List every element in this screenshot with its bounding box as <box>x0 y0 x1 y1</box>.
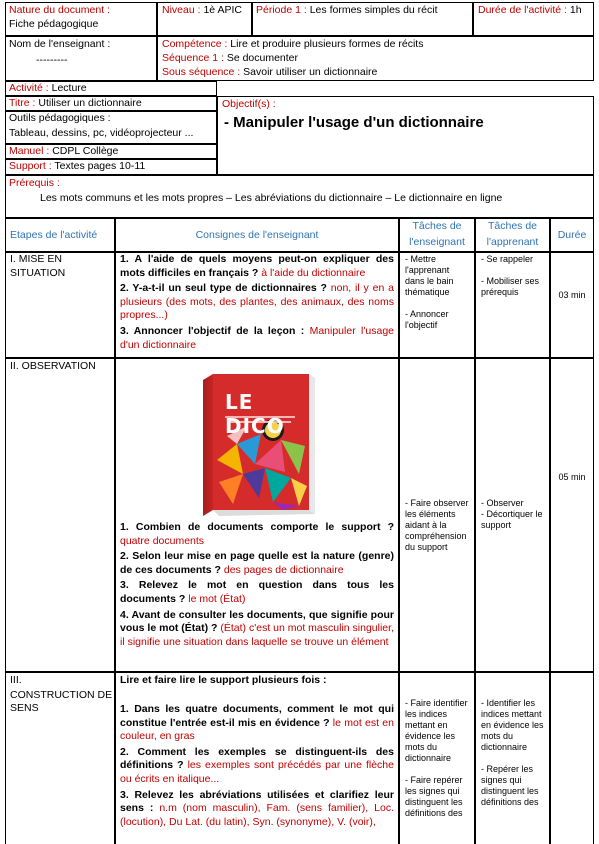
r1-duree-cell <box>550 252 594 358</box>
dictionary-book-image <box>203 374 315 516</box>
r3-consignes <box>120 703 394 831</box>
objectif-label: Objectif(s) : <box>222 98 276 110</box>
periode-line <box>256 4 438 17</box>
r1-taches-ens: - Mettre l'apprenant dans le bain thématique - Annoncer l'objectif <box>405 254 454 330</box>
manuel-value: CDPL Collège <box>52 145 119 157</box>
consigne-question: 2. Selon leur mise en page quelle est la nature (genre) de ces documents ? <box>120 550 394 576</box>
nature-label: Nature du document : <box>9 4 110 16</box>
sequence-line <box>162 52 298 65</box>
th-consignes: Consignes de l'enseignant <box>195 229 319 241</box>
consigne-answer: à l'aide du dictionnaire <box>258 266 366 279</box>
consigne-answer: non, il y en a plusieurs (des mots, des plantes, des animaux, des noms propres...) <box>120 282 394 322</box>
r3-intro: Lire et faire lire le support plusieurs fois : <box>120 674 327 686</box>
r3-taches-ens: - Faire identifier les indices mettant en évidence les mots du dictionnaire - Faire repérer les signes qui distinguent les définitions des <box>405 698 468 818</box>
r1-etape-1: I. MISE EN <box>10 253 62 265</box>
manuel-label: Manuel : <box>9 145 50 157</box>
niveau-label: Niveau : <box>162 4 201 16</box>
enseignant-value: --------- <box>36 54 68 66</box>
th-taches-ens-1: Tâches de <box>412 220 462 232</box>
objectif-value: - Manipuler l'usage d'un dictionnaire <box>224 114 484 131</box>
consigne-answer: le mot (État) <box>185 592 246 605</box>
r1-consignes <box>120 253 394 354</box>
consigne-question: 1. Dans les quatre documents, comment le mot qui constitue l'entrée est-il mis en évidence ? <box>120 703 394 729</box>
consigne-question: 2. Y-a-t-il un seul type de dictionnaires ? <box>120 282 327 295</box>
outils-label: Outils pédagogiques : <box>9 112 111 124</box>
th-taches-app-1: Tâches de <box>487 220 538 232</box>
r2-taches-ens: - Faire observer les éléments aidant à la compréhension du support <box>405 498 472 552</box>
consigne-answer: les exemples sont précédés par une flèche ou écrits en italique... <box>120 759 394 785</box>
competence-value: Lire et produire plusieurs formes de récits <box>230 38 424 50</box>
niveau-line <box>162 4 242 17</box>
consigne-item <box>120 282 394 323</box>
niveau-value: 1è APIC <box>203 4 242 16</box>
consigne-item <box>120 579 394 606</box>
consigne-question: 3. Relevez le mot en question dans tous les documents ? <box>120 579 394 605</box>
th-taches-app-2: l'apprenant <box>486 236 539 248</box>
manuel-line <box>9 145 118 158</box>
th-etapes: Etapes de l'activité <box>10 229 98 241</box>
activite-label: Activité : <box>9 82 49 94</box>
duree-line <box>478 4 582 17</box>
consigne-item <box>120 550 394 577</box>
consigne-answer: n.m (nom masculin), Fam. (sens familier), Loc. (locution), Du Lat. (du latin), Syn. (synonyme), V. (voir), <box>120 802 394 828</box>
consigne-item <box>120 609 394 650</box>
consigne-question: 3. Annoncer l'objectif de la leçon : <box>120 324 305 337</box>
consigne-item <box>120 746 394 787</box>
prerequis-value: Les mots communs et les mots propres – Les abréviations du dictionnaire – Le dictionnaire en ligne <box>40 192 503 204</box>
th-taches-ens-2: l'enseignant <box>409 236 465 248</box>
r1-duree: 03 min <box>558 290 586 300</box>
sous-sequence-line <box>162 66 377 79</box>
support-value: Textes pages 10-11 <box>54 160 146 172</box>
r1-etape-2: SITUATION <box>10 267 66 279</box>
nature-line <box>9 4 110 17</box>
duree-value: 1h <box>569 4 582 16</box>
consigne-item <box>120 253 394 280</box>
r2-consignes <box>120 521 394 651</box>
enseignant-label: Nom de l'enseignant : <box>9 38 111 50</box>
r2-etape-1: II. OBSERVATION <box>10 360 96 372</box>
dictionary-title: LE DICO <box>225 390 285 438</box>
sequence-label: Séquence 1 : <box>162 52 224 64</box>
activite-line <box>9 82 87 95</box>
consigne-question: 1. A l'aide de quels moyens peut-on expliquer des mots difficiles en français ? <box>120 253 394 279</box>
titre-label: Titre : <box>9 97 36 109</box>
prerequis-label: Prérequis : <box>9 177 60 189</box>
consigne-answer: le mot est en couleur, en gras <box>120 716 394 743</box>
consigne-item <box>120 521 394 548</box>
r3-etape-1: III. <box>10 674 22 686</box>
consigne-answer: (État) c'est un mot masculin singulier, il signifie une situation dans laquelle se trouve un élément <box>120 622 394 648</box>
th-duree: Durée <box>557 229 587 241</box>
consigne-item <box>120 325 394 352</box>
r2-etape-cell <box>5 358 115 672</box>
consigne-item <box>120 789 394 830</box>
sous-sequence-label: Sous séquence : <box>162 66 241 78</box>
r2-taches-app: - Observer - Décortiquer le support <box>481 498 543 530</box>
activite-value: Lecture <box>51 82 87 94</box>
titre-value: Utiliser un dictionnaire <box>38 97 142 109</box>
consigne-question: 2. Comment les exemples se distinguent-ils des définitions ? <box>120 745 394 772</box>
nature-value: Fiche pédagogique <box>9 18 99 30</box>
outils-value: Tableau, dessins, pc, vidéoprojecteur ... <box>9 127 194 139</box>
r2-duree: 05 min <box>558 472 586 482</box>
consigne-question: 4. Avant de consulter les documents, que signifie pour vous le mot (État) ? <box>120 608 394 635</box>
r3-duree-cell <box>550 672 594 844</box>
competence-label: Compétence : <box>162 38 228 50</box>
consigne-answer: quatre documents <box>120 534 205 547</box>
support-label: Support : <box>9 160 52 172</box>
periode-label: Période 1 : <box>256 4 307 16</box>
consigne-answer: des pages de dictionnaire <box>220 563 344 576</box>
competence-line <box>162 38 423 51</box>
periode-value: Les formes simples du récit <box>309 4 438 16</box>
r2-duree-cell <box>550 358 594 672</box>
sous-sequence-value: Savoir utiliser un dictionnaire <box>243 66 378 78</box>
r3-taches-app: - Identifier les indices mettant en évidence les mots du dictionnaire - Repérer les signes qui distinguent les définitions des <box>481 698 544 807</box>
consigne-item <box>120 703 394 744</box>
consigne-question: 3. Relevez les abréviations utilisées et clarifiez leur sens : <box>120 788 394 815</box>
r3-etape-2: CONSTRUCTION DE SENS <box>10 689 113 714</box>
titre-line <box>9 97 142 110</box>
r1-taches-app: - Se rappeler - Mobiliser ses prérequis <box>481 254 540 297</box>
consigne-question: 1. Combien de documents comporte le support ? <box>120 521 394 533</box>
duree-label: Durée de l'activité : <box>478 4 567 16</box>
consigne-answer: Manipuler l'usage d'un dictionnaire <box>120 324 394 351</box>
support-line <box>9 160 145 173</box>
sequence-value: Se documenter <box>226 52 299 64</box>
